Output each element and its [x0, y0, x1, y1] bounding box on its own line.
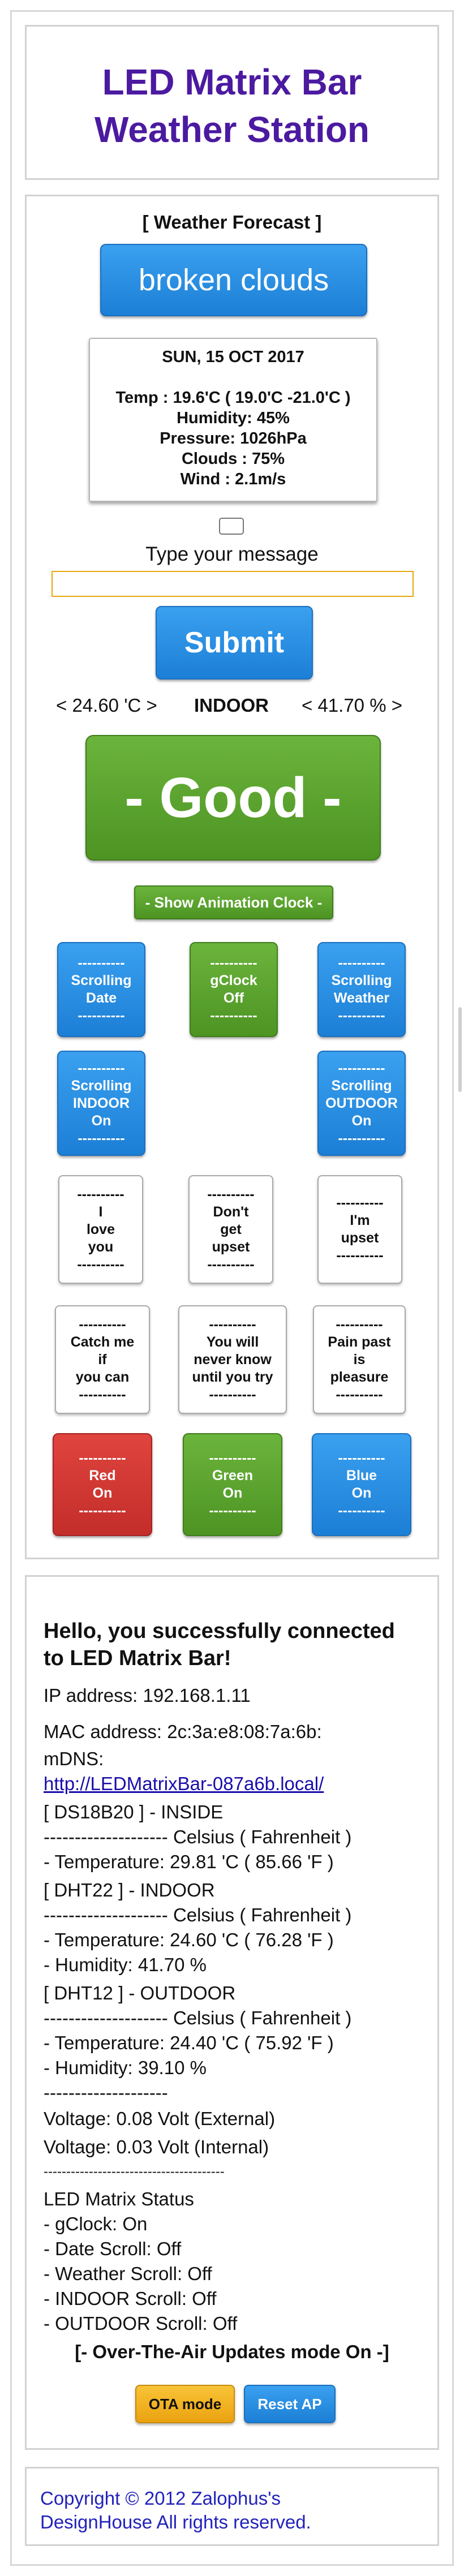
footer-panel: [25, 2467, 439, 2546]
dht22-unit: -------------------- Celsius ( Fahrenheit ): [44, 1904, 352, 1925]
reset-ap-button[interactable]: [244, 2385, 336, 2423]
scrolling-indoor-button[interactable]: [57, 1051, 145, 1156]
forecast-pressure: Pressure: 1026hPa: [160, 429, 307, 448]
ip-address: IP address: 192.168.1.11: [44, 1685, 251, 1706]
gclock-button[interactable]: [190, 942, 278, 1037]
red-led-button[interactable]: [53, 1433, 152, 1536]
submit-button[interactable]: [156, 606, 313, 680]
ota-notice: [- Over-The-Air Updates mode On -]: [75, 2341, 389, 2362]
green-led-label: ---------- Green On ----------: [209, 1450, 256, 1519]
scrolling-outdoor-button[interactable]: [317, 1051, 406, 1156]
status-indoor-scroll: - INDOOR Scroll: Off: [44, 2288, 217, 2309]
scrolling-indoor-label: ---------- Scrolling INDOOR On ----------: [71, 1060, 132, 1146]
message-pain-past-label: ---------- Pain past is pleasure ----------: [328, 1316, 391, 1403]
air-quality-label: - Good -: [124, 766, 342, 829]
separator-1: --------------------: [44, 2082, 168, 2103]
status-date-scroll: - Date Scroll: Off: [44, 2238, 182, 2259]
ds18b20-temperature: - Temperature: 29.81 'C ( 85.66 'F ): [44, 1851, 334, 1872]
page-title: [27, 58, 437, 153]
mdns-label: mDNS:: [44, 1748, 104, 1769]
title-line-2: Weather Station: [94, 109, 370, 150]
reset-ap-label: Reset AP: [257, 2395, 322, 2412]
submit-label: Submit: [184, 626, 285, 659]
copyright-line-1: Copyright © 2012 Zalophus's: [40, 2488, 281, 2509]
status-title: LED Matrix Status: [44, 2188, 194, 2209]
ds18b20-unit: -------------------- Celsius ( Fahrenheit ): [44, 1826, 352, 1847]
title-panel: [25, 25, 439, 180]
forecast-clouds: Clouds : 75%: [181, 450, 285, 468]
connection-heading: [44, 1618, 395, 1672]
green-led-button[interactable]: [183, 1433, 282, 1536]
forecast-condition-button[interactable]: [100, 244, 367, 316]
message-input[interactable]: [51, 571, 414, 597]
red-led-label: ---------- Red On ----------: [79, 1450, 126, 1519]
message-i-love-you-button[interactable]: [58, 1175, 143, 1284]
scrolling-date-label: ---------- Scrolling Date ----------: [71, 955, 132, 1023]
show-animation-clock-button[interactable]: [134, 885, 333, 919]
message-im-upset-label: ---------- I'm upset ----------: [336, 1195, 384, 1263]
message-catch-me-button[interactable]: [55, 1305, 150, 1414]
message-never-know-label: ---------- You will never know until you try ----------: [192, 1316, 273, 1403]
message-catch-me-label: ---------- Catch me if you can ----------: [70, 1316, 135, 1403]
scrolling-date-button[interactable]: [57, 942, 145, 1037]
blue-led-button[interactable]: [312, 1433, 411, 1536]
connection-heading-line-1: Hello, you successfully connected: [44, 1619, 395, 1643]
device-info-panel: [25, 1575, 439, 2450]
reading-location: INDOOR: [194, 695, 269, 716]
copyright-text: [40, 2487, 311, 2534]
connection-heading-line-2: to LED Matrix Bar!: [44, 1646, 231, 1670]
separator-2: ----------------------------------------: [44, 2164, 225, 2179]
dht12-temperature: - Temperature: 24.40 'C ( 75.92 'F ): [44, 2032, 334, 2053]
message-toggle-checkbox[interactable]: [219, 518, 244, 535]
forecast-temp: Temp : 19.6'C ( 19.0'C -21.0'C ): [115, 389, 351, 407]
message-dont-get-upset-label: ---------- Don't get upset ----------: [207, 1186, 255, 1272]
forecast-humidity: Humidity: 45%: [177, 409, 290, 427]
voltage-internal: Voltage: 0.03 Volt (Internal): [44, 2136, 269, 2157]
page-scrollbar[interactable]: [458, 1007, 462, 1092]
status-outdoor-scroll: - OUTDOOR Scroll: Off: [44, 2313, 238, 2334]
ds18b20-title: [ DS18B20 ] - INSIDE: [44, 1801, 224, 1822]
status-weather-scroll: - Weather Scroll: Off: [44, 2263, 212, 2284]
copyright-line-2: DesignHouse All rights reserved.: [40, 2512, 311, 2532]
control-panel: [25, 195, 439, 1559]
dht12-humidity: - Humidity: 39.10 %: [44, 2057, 207, 2078]
status-gclock: - gClock: On: [44, 2213, 148, 2234]
message-i-love-you-label: ---------- I love you ----------: [77, 1186, 124, 1272]
scrolling-outdoor-label: ---------- Scrolling OUTDOOR On ----------: [325, 1060, 398, 1146]
forecast-wind: Wind : 2.1m/s: [180, 470, 286, 488]
indoor-temp-reading: < 24.60 'C >: [56, 695, 157, 716]
gclock-label: ---------- gClock Off ----------: [210, 955, 257, 1023]
forecast-details-box: [89, 338, 377, 502]
dht22-humidity: - Humidity: 41.70 %: [44, 1954, 207, 1975]
ota-mode-button[interactable]: [135, 2385, 235, 2423]
title-line-1: LED Matrix Bar: [102, 62, 362, 102]
forecast-heading: [ Weather Forecast ]: [142, 212, 322, 233]
ota-mode-label: OTA mode: [148, 2395, 222, 2412]
message-im-upset-button[interactable]: [317, 1175, 402, 1284]
forecast-date: SUN, 15 OCT 2017: [162, 348, 304, 366]
indoor-humidity-reading: < 41.70 % >: [302, 695, 402, 716]
message-label: Type your message: [145, 543, 319, 565]
mac-address: MAC address: 2c:3a:e8:08:7a:6b:: [44, 1721, 322, 1742]
message-never-know-button[interactable]: [178, 1305, 287, 1414]
forecast-condition-label: broken clouds: [138, 263, 329, 297]
dht12-title: [ DHT12 ] - OUTDOOR: [44, 1982, 236, 2003]
dht22-title: [ DHT22 ] - INDOOR: [44, 1880, 215, 1900]
blue-led-label: ---------- Blue On ----------: [338, 1450, 385, 1519]
message-pain-past-button[interactable]: [313, 1305, 406, 1414]
mdns-link[interactable]: http://LEDMatrixBar-087a6b.local/: [44, 1773, 324, 1794]
dht12-unit: -------------------- Celsius ( Fahrenheit ): [44, 2007, 352, 2028]
air-quality-button[interactable]: [85, 735, 381, 861]
show-animation-clock-label: - Show Animation Clock -: [145, 893, 323, 911]
dht22-temperature: - Temperature: 24.60 'C ( 76.28 'F ): [44, 1929, 334, 1950]
scrolling-weather-label: ---------- Scrolling Weather ----------: [331, 955, 392, 1023]
message-dont-get-upset-button[interactable]: [188, 1175, 273, 1284]
scrolling-weather-button[interactable]: [317, 942, 406, 1037]
voltage-external: Voltage: 0.08 Volt (External): [44, 2108, 276, 2129]
